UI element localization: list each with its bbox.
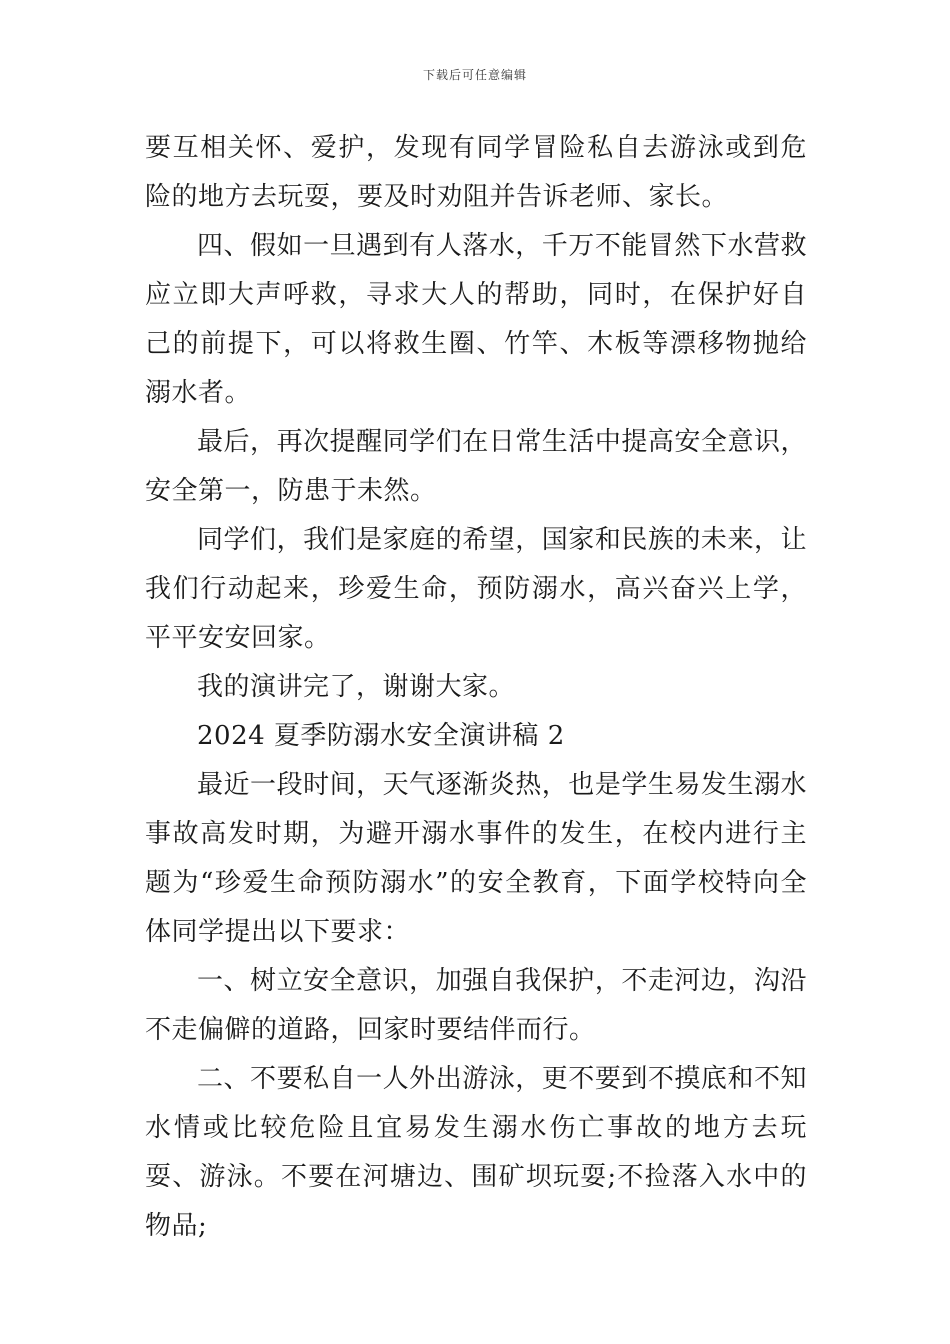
paragraph-item-four: 四、假如一旦遇到有人落水，千万不能冒然下水营救应立即大声呼救，寻求大人的帮助，同时，在保护好自己的前提下，可以将救生圈、竹竿、木板等漂移物抛给溺水者。	[145, 231, 807, 408]
section-title: 2024 夏季防溺水安全演讲稿 2	[197, 721, 565, 751]
paragraph-intro: 最近一段时间，天气逐渐炎热，也是学生易发生溺水事故高发时期，为避开溺水事件的发生，在校内进行主题为“珍爱生命预防溺水”的安全教育，下面学校特向全体同学提出以下要求：	[145, 770, 807, 947]
paragraph-closing: 我的演讲完了，谢谢大家。	[197, 672, 516, 702]
paragraph-item-two: 二、不要私自一人外出游泳，更不要到不摸底和不知水情或比较危险且宜易发生溺水伤亡事故的地方去玩耍、游泳。不要在河塘边、围矿坝玩耍;不捡落入水中的物品;	[145, 1064, 807, 1241]
paragraph-call-to-action: 同学们，我们是家庭的希望，国家和民族的未来，让我们行动起来，珍爱生命，预防溺水，高兴奋兴上学，平平安安回家。	[145, 525, 807, 653]
document-body	[145, 124, 807, 1251]
page-header-note: 下载后可任意编辑	[422, 68, 527, 82]
paragraph-continued: 要互相关怀、爱护，发现有同学冒险私自去游泳或到危险的地方去玩耍，要及时劝阻并告诉老师、家长。	[145, 133, 807, 212]
paragraph-item-one: 一、树立安全意识，加强自我保护，不走河边，沟沿不走偏僻的道路，回家时要结伴而行。	[145, 966, 807, 1045]
paragraph-reminder: 最后，再次提醒同学们在日常生活中提高安全意识，安全第一，防患于未然。	[145, 427, 807, 506]
